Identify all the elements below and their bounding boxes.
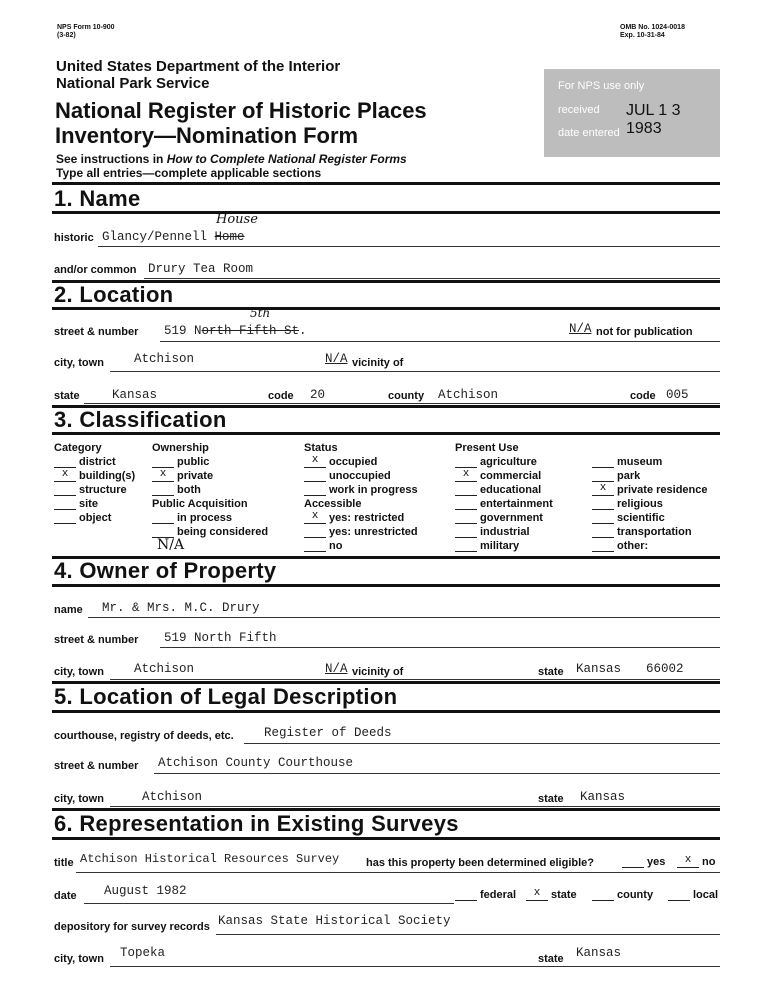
present-use-option[interactable] — [455, 484, 541, 496]
accessible-option-label: no — [329, 540, 343, 552]
category-option-label: district — [79, 456, 116, 468]
not-for-publication-label: not for publication — [596, 326, 693, 338]
common-name-label: and/or common — [54, 264, 137, 276]
present-use-option[interactable] — [592, 498, 663, 510]
city-town-label: city, town — [54, 357, 104, 369]
ownership-checkbox[interactable] — [152, 456, 174, 468]
ownership-option-label: both — [177, 484, 201, 496]
owner-vicinity-value[interactable]: N/A — [325, 662, 348, 676]
depository-label: depository for survey records — [54, 921, 210, 933]
county-checkbox[interactable]: county — [592, 889, 653, 901]
present-use-option-label: agriculture — [480, 456, 537, 468]
county-label: county — [388, 390, 425, 402]
present-use-option-label: military — [480, 540, 520, 552]
common-name-field[interactable]: Drury Tea Room — [148, 262, 254, 276]
present-use-checkbox[interactable] — [455, 456, 477, 468]
present-use-option-label: museum — [617, 456, 663, 468]
present-use-option-label: other: — [617, 540, 649, 552]
survey-city-label: city, town — [54, 953, 104, 965]
present-use-option[interactable] — [455, 470, 541, 482]
ownership-option[interactable] — [152, 456, 209, 468]
street-number-label: street & number — [54, 326, 139, 338]
present-use-option-label: scientific — [617, 512, 665, 524]
legal-street-field[interactable]: Atchison County Courthouse — [158, 756, 354, 770]
historic-struck-text: Home — [214, 230, 245, 244]
owner-name-label: name — [54, 604, 83, 616]
department-name: United States Department of the Interior — [56, 58, 341, 75]
historic-name-field[interactable]: Glancy/Pennell Home — [102, 230, 245, 244]
form-number: NPS Form 10-900 — [57, 24, 115, 31]
survey-state-field[interactable]: Kansas — [576, 946, 622, 960]
category-option-label: site — [79, 498, 98, 510]
ownership-checkbox[interactable]: x — [152, 470, 174, 482]
eligible-question: has this property been determined eligible? — [366, 857, 594, 869]
present-use-option[interactable] — [592, 456, 662, 468]
accessible-checkbox[interactable]: x — [304, 512, 326, 524]
present-use-checkbox[interactable] — [592, 526, 614, 538]
present-use-checkbox[interactable] — [592, 540, 614, 552]
survey-city-field[interactable]: Topeka — [120, 946, 166, 960]
survey-state-label: state — [538, 953, 564, 965]
accessible-option-label: yes: unrestricted — [329, 526, 418, 538]
category-option-label: structure — [79, 484, 127, 496]
form-title-line1: National Register of Historic Places — [55, 98, 427, 123]
local-checkbox[interactable]: local — [668, 889, 718, 901]
eligible-no-checkbox[interactable]: x no — [677, 856, 715, 868]
acquisition-option[interactable] — [152, 512, 232, 524]
status-checkbox[interactable]: x — [304, 456, 326, 468]
state-code-field[interactable]: 20 — [310, 388, 326, 402]
accessible-option[interactable] — [304, 512, 404, 524]
county-code-field[interactable]: 005 — [666, 388, 689, 402]
instructions-line2: Type all entries—complete applicable sections — [56, 166, 322, 180]
present-use-option-label: religious — [617, 498, 663, 510]
present-use-header: Present Use — [455, 442, 519, 454]
category-option[interactable] — [54, 484, 127, 496]
present-use-option[interactable] — [455, 540, 519, 552]
ownership-option-label: private — [177, 470, 214, 482]
public-acquisition-header: Public Acquisition — [152, 498, 248, 510]
ownership-header: Ownership — [152, 442, 209, 454]
service-name: National Park Service — [56, 75, 210, 92]
vicinity-label: vicinity of — [352, 357, 404, 369]
category-option[interactable] — [54, 498, 98, 510]
present-use-option[interactable] — [592, 484, 708, 496]
legal-city-field[interactable]: Atchison — [142, 790, 203, 804]
acquisition-handwritten-na: N/A — [157, 537, 185, 553]
depository-field[interactable]: Kansas State Historical Society — [218, 914, 451, 928]
category-header: Category — [54, 442, 102, 454]
omb-number: OMB No. 1024-0018 — [620, 24, 685, 31]
section-6-heading: 6. Representation in Existing Surveys — [54, 811, 459, 836]
present-use-option-label: industrial — [480, 526, 530, 538]
legal-state-field[interactable]: Kansas — [580, 790, 626, 804]
present-use-option[interactable] — [455, 498, 553, 510]
expiration-date: Exp. 10-31-84 — [620, 32, 665, 39]
section-2-heading: 2. Location — [54, 282, 174, 307]
survey-title-label: title — [54, 857, 74, 869]
form-revision: (3-82) — [57, 32, 76, 39]
acquisition-option-label: in process — [177, 512, 233, 524]
nps-use-box — [544, 69, 720, 157]
street-field[interactable]: 519 North Fifth St. — [164, 324, 307, 338]
state-field[interactable]: Kansas — [112, 388, 158, 402]
category-option[interactable] — [54, 470, 135, 482]
present-use-option[interactable] — [592, 470, 640, 482]
status-option-label: work in progress — [329, 484, 418, 496]
category-option-label: building(s) — [79, 470, 136, 482]
present-use-option-label: government — [480, 512, 543, 524]
state-code-label: code — [268, 390, 294, 402]
historic-label: historic — [54, 232, 94, 244]
present-use-option[interactable] — [592, 540, 648, 552]
acquisition-checkbox[interactable] — [152, 512, 174, 524]
present-use-option[interactable] — [592, 512, 665, 524]
present-use-checkbox[interactable] — [455, 540, 477, 552]
present-use-checkbox[interactable] — [592, 456, 614, 468]
accessible-option-label: yes: restricted — [329, 512, 405, 524]
category-checkbox[interactable] — [54, 498, 76, 510]
status-option[interactable] — [304, 470, 391, 482]
present-use-checkbox[interactable]: x — [592, 484, 614, 496]
ownership-option[interactable] — [152, 484, 201, 496]
present-use-option[interactable] — [592, 526, 692, 538]
accessible-checkbox[interactable] — [304, 526, 326, 538]
status-option[interactable] — [304, 484, 418, 496]
present-use-checkbox[interactable] — [592, 498, 614, 510]
street-handwritten-correction: 5th — [250, 306, 271, 320]
section-4-heading: 4. Owner of Property — [54, 558, 277, 583]
present-use-option-label: private residence — [617, 484, 708, 496]
section-1-heading: 1. Name — [54, 186, 141, 211]
present-use-option-label: park — [617, 470, 641, 482]
accessible-checkbox[interactable] — [304, 540, 326, 552]
federal-checkbox[interactable]: federal — [455, 889, 516, 901]
present-use-checkbox[interactable] — [455, 512, 477, 524]
category-option-label: object — [79, 512, 112, 524]
present-use-option[interactable] — [455, 512, 543, 524]
owner-street-label: street & number — [54, 634, 139, 646]
present-use-option[interactable] — [455, 526, 530, 538]
owner-name-field[interactable]: Mr. & Mrs. M.C. Drury — [102, 601, 260, 615]
not-for-publication-value[interactable]: N/A — [569, 322, 592, 336]
status-option-label: occupied — [329, 456, 378, 468]
eligible-yes-checkbox[interactable]: yes — [622, 856, 665, 868]
form-title-line2: Inventory—Nomination Form — [55, 123, 359, 148]
survey-date-field[interactable]: August 1982 — [104, 884, 187, 898]
ownership-option-label: public — [177, 456, 210, 468]
accessible-header: Accessible — [304, 498, 362, 510]
owner-city-label: city, town — [54, 666, 104, 678]
city-field[interactable]: Atchison — [134, 352, 195, 366]
owner-city-field[interactable]: Atchison — [134, 662, 195, 676]
county-code-label: code — [630, 390, 656, 402]
legal-street-label: street & number — [54, 760, 139, 772]
present-use-checkbox[interactable] — [592, 512, 614, 524]
courthouse-field[interactable]: Register of Deeds — [264, 726, 392, 740]
present-use-option-label: entertainment — [480, 498, 553, 510]
survey-title-field[interactable]: Atchison Historical Resources Survey — [80, 852, 340, 866]
vicinity-value[interactable]: N/A — [325, 352, 348, 366]
owner-state-field[interactable]: Kansas — [576, 662, 622, 676]
legal-city-label: city, town — [54, 793, 104, 805]
received-label: received — [558, 104, 600, 116]
owner-zip-field[interactable]: 66002 — [646, 662, 684, 676]
section-3-heading: 3. Classification — [54, 407, 227, 432]
category-option[interactable] — [54, 456, 116, 468]
category-checkbox[interactable] — [54, 484, 76, 496]
historic-handwritten-correction: House — [216, 212, 258, 227]
present-use-checkbox[interactable]: x — [455, 470, 477, 482]
acquisition-option-label: being considered — [177, 526, 269, 538]
status-checkbox[interactable] — [304, 484, 326, 496]
category-checkbox[interactable]: x — [54, 470, 76, 482]
status-option[interactable] — [304, 456, 377, 468]
present-use-checkbox[interactable] — [455, 526, 477, 538]
state-checkbox[interactable]: x state — [526, 889, 577, 901]
status-header: Status — [304, 442, 338, 454]
present-use-option[interactable] — [455, 456, 537, 468]
accessible-option[interactable] — [304, 526, 418, 538]
nps-use-label: For NPS use only — [558, 80, 645, 92]
owner-street-field[interactable]: 519 North Fifth — [164, 631, 277, 645]
accessible-option[interactable] — [304, 540, 342, 552]
status-option-label: unoccupied — [329, 470, 391, 482]
status-checkbox[interactable] — [304, 470, 326, 482]
owner-vicinity-label: vicinity of — [352, 666, 404, 678]
ownership-option[interactable] — [152, 470, 213, 482]
present-use-checkbox[interactable] — [592, 470, 614, 482]
category-option[interactable] — [54, 512, 111, 524]
category-checkbox[interactable] — [54, 456, 76, 468]
ownership-checkbox[interactable] — [152, 484, 174, 496]
present-use-option-label: transportation — [617, 526, 692, 538]
date-entered-label: date entered — [558, 127, 620, 139]
owner-state-label: state — [538, 666, 564, 678]
received-stamp: JUL 1 3 1983 — [626, 102, 681, 137]
survey-date-label: date — [54, 890, 77, 902]
legal-state-label: state — [538, 793, 564, 805]
courthouse-label: courthouse, registry of deeds, etc. — [54, 730, 234, 742]
state-label: state — [54, 390, 80, 402]
present-use-checkbox[interactable] — [455, 484, 477, 496]
category-checkbox[interactable] — [54, 512, 76, 524]
county-field[interactable]: Atchison — [438, 388, 499, 402]
present-use-option-label: educational — [480, 484, 542, 496]
section-5-heading: 5. Location of Legal Description — [54, 684, 398, 709]
present-use-option-label: commercial — [480, 470, 542, 482]
present-use-checkbox[interactable] — [455, 498, 477, 510]
instructions-line1: See instructions in How to Complete National Register Forms — [56, 152, 407, 166]
